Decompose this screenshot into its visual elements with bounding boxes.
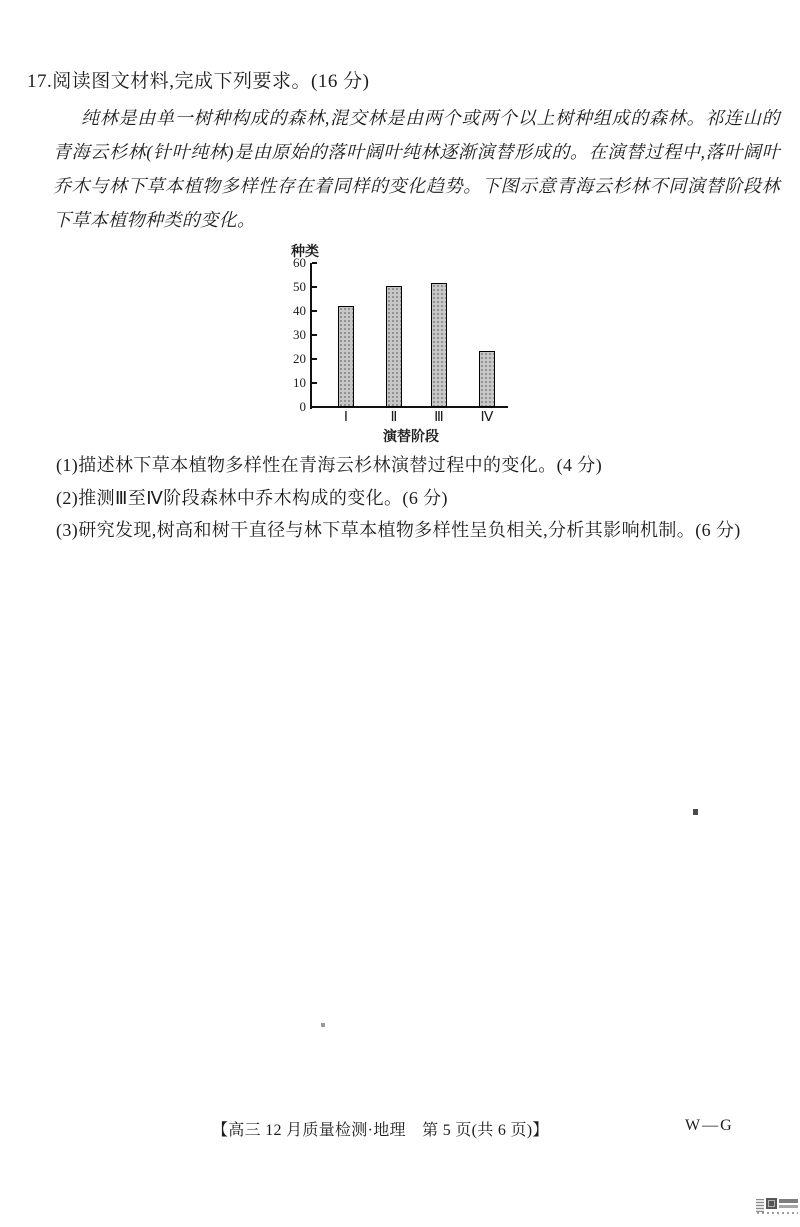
sub-question-1-label: (1) — [56, 455, 79, 475]
y-tick-mark — [312, 310, 317, 312]
y-tick-mark — [312, 262, 317, 264]
sub-question-3 — [56, 518, 741, 542]
y-tick-label: 30 — [293, 327, 306, 342]
y-tick-label: 10 — [293, 375, 306, 390]
chart-bar — [386, 286, 402, 407]
chart-bar — [338, 306, 354, 407]
watermark-bar — [779, 1205, 798, 1208]
x-category-label: Ⅱ — [390, 410, 398, 425]
bar-chart — [283, 238, 535, 454]
x-category-label: Ⅲ — [434, 410, 444, 425]
y-tick-mark — [312, 406, 317, 408]
chart-bar — [431, 283, 447, 407]
sub-question-2-text: 推测Ⅲ至Ⅳ阶段森林中乔木构成的变化。(6 分) — [78, 488, 448, 508]
scan-artifact-dot — [321, 1023, 325, 1027]
sub-question-2 — [56, 486, 448, 510]
sub-question-1-text: 描述林下草本植物多样性在青海云杉林演替过程中的变化。(4 分) — [78, 455, 603, 475]
y-tick-mark — [312, 334, 317, 336]
sub-question-2-label: (2) — [56, 488, 79, 508]
question-number: 17. — [27, 71, 53, 92]
y-tick-label: 0 — [299, 399, 306, 414]
footer-page-info: 【高三 12 月质量检测·地理 第 5 页(共 6 页)】 — [212, 1122, 549, 1139]
y-axis-label: 种类 — [291, 243, 319, 259]
question-17-header — [27, 66, 369, 93]
sub-question-3-label: (3) — [56, 520, 79, 540]
scan-artifact-dot — [693, 809, 698, 815]
x-category-label: Ⅳ — [480, 410, 494, 425]
y-tick-label: 50 — [293, 279, 306, 294]
y-tick-mark — [312, 382, 317, 384]
y-tick-label: 40 — [293, 303, 306, 318]
footer-paper-code: W—G — [685, 1117, 734, 1134]
y-axis-line — [310, 263, 312, 409]
x-category-label: Ⅰ — [343, 410, 349, 425]
watermark-logo — [756, 1194, 798, 1216]
material-paragraph: 纯林是由单一树种构成的森林,混交林是由两个或两个以上树种组成的森林。祁连山的青海云杉林(针叶纯林)是由原始的落叶阔叶纯林逐渐演替形成的。在演替过程中,落叶阔叶乔木与林下草本植物多样性存在着同样的变化趋势。下图示意青海云杉林不同演替阶段林下草本植物种类的变化。 — [53, 108, 780, 230]
watermark-bar — [779, 1199, 798, 1203]
question-intro: 阅读图文材料,完成下列要求。(16 分) — [52, 71, 370, 92]
sub-question-3-text: 研究发现,树高和树干直径与林下草本植物多样性呈负相关,分析其影响机制。(6 分) — [78, 520, 741, 540]
watermark-stripes — [756, 1199, 764, 1212]
sub-question-1 — [56, 453, 602, 477]
y-tick-label: 60 — [293, 255, 306, 270]
x-axis-label: 演替阶段 — [383, 428, 439, 444]
watermark-dots — [757, 1212, 798, 1214]
chart-bar — [479, 351, 495, 407]
y-tick-label: 20 — [293, 351, 306, 366]
watermark-square — [766, 1198, 777, 1209]
y-tick-mark — [312, 286, 317, 288]
y-tick-mark — [312, 358, 317, 360]
